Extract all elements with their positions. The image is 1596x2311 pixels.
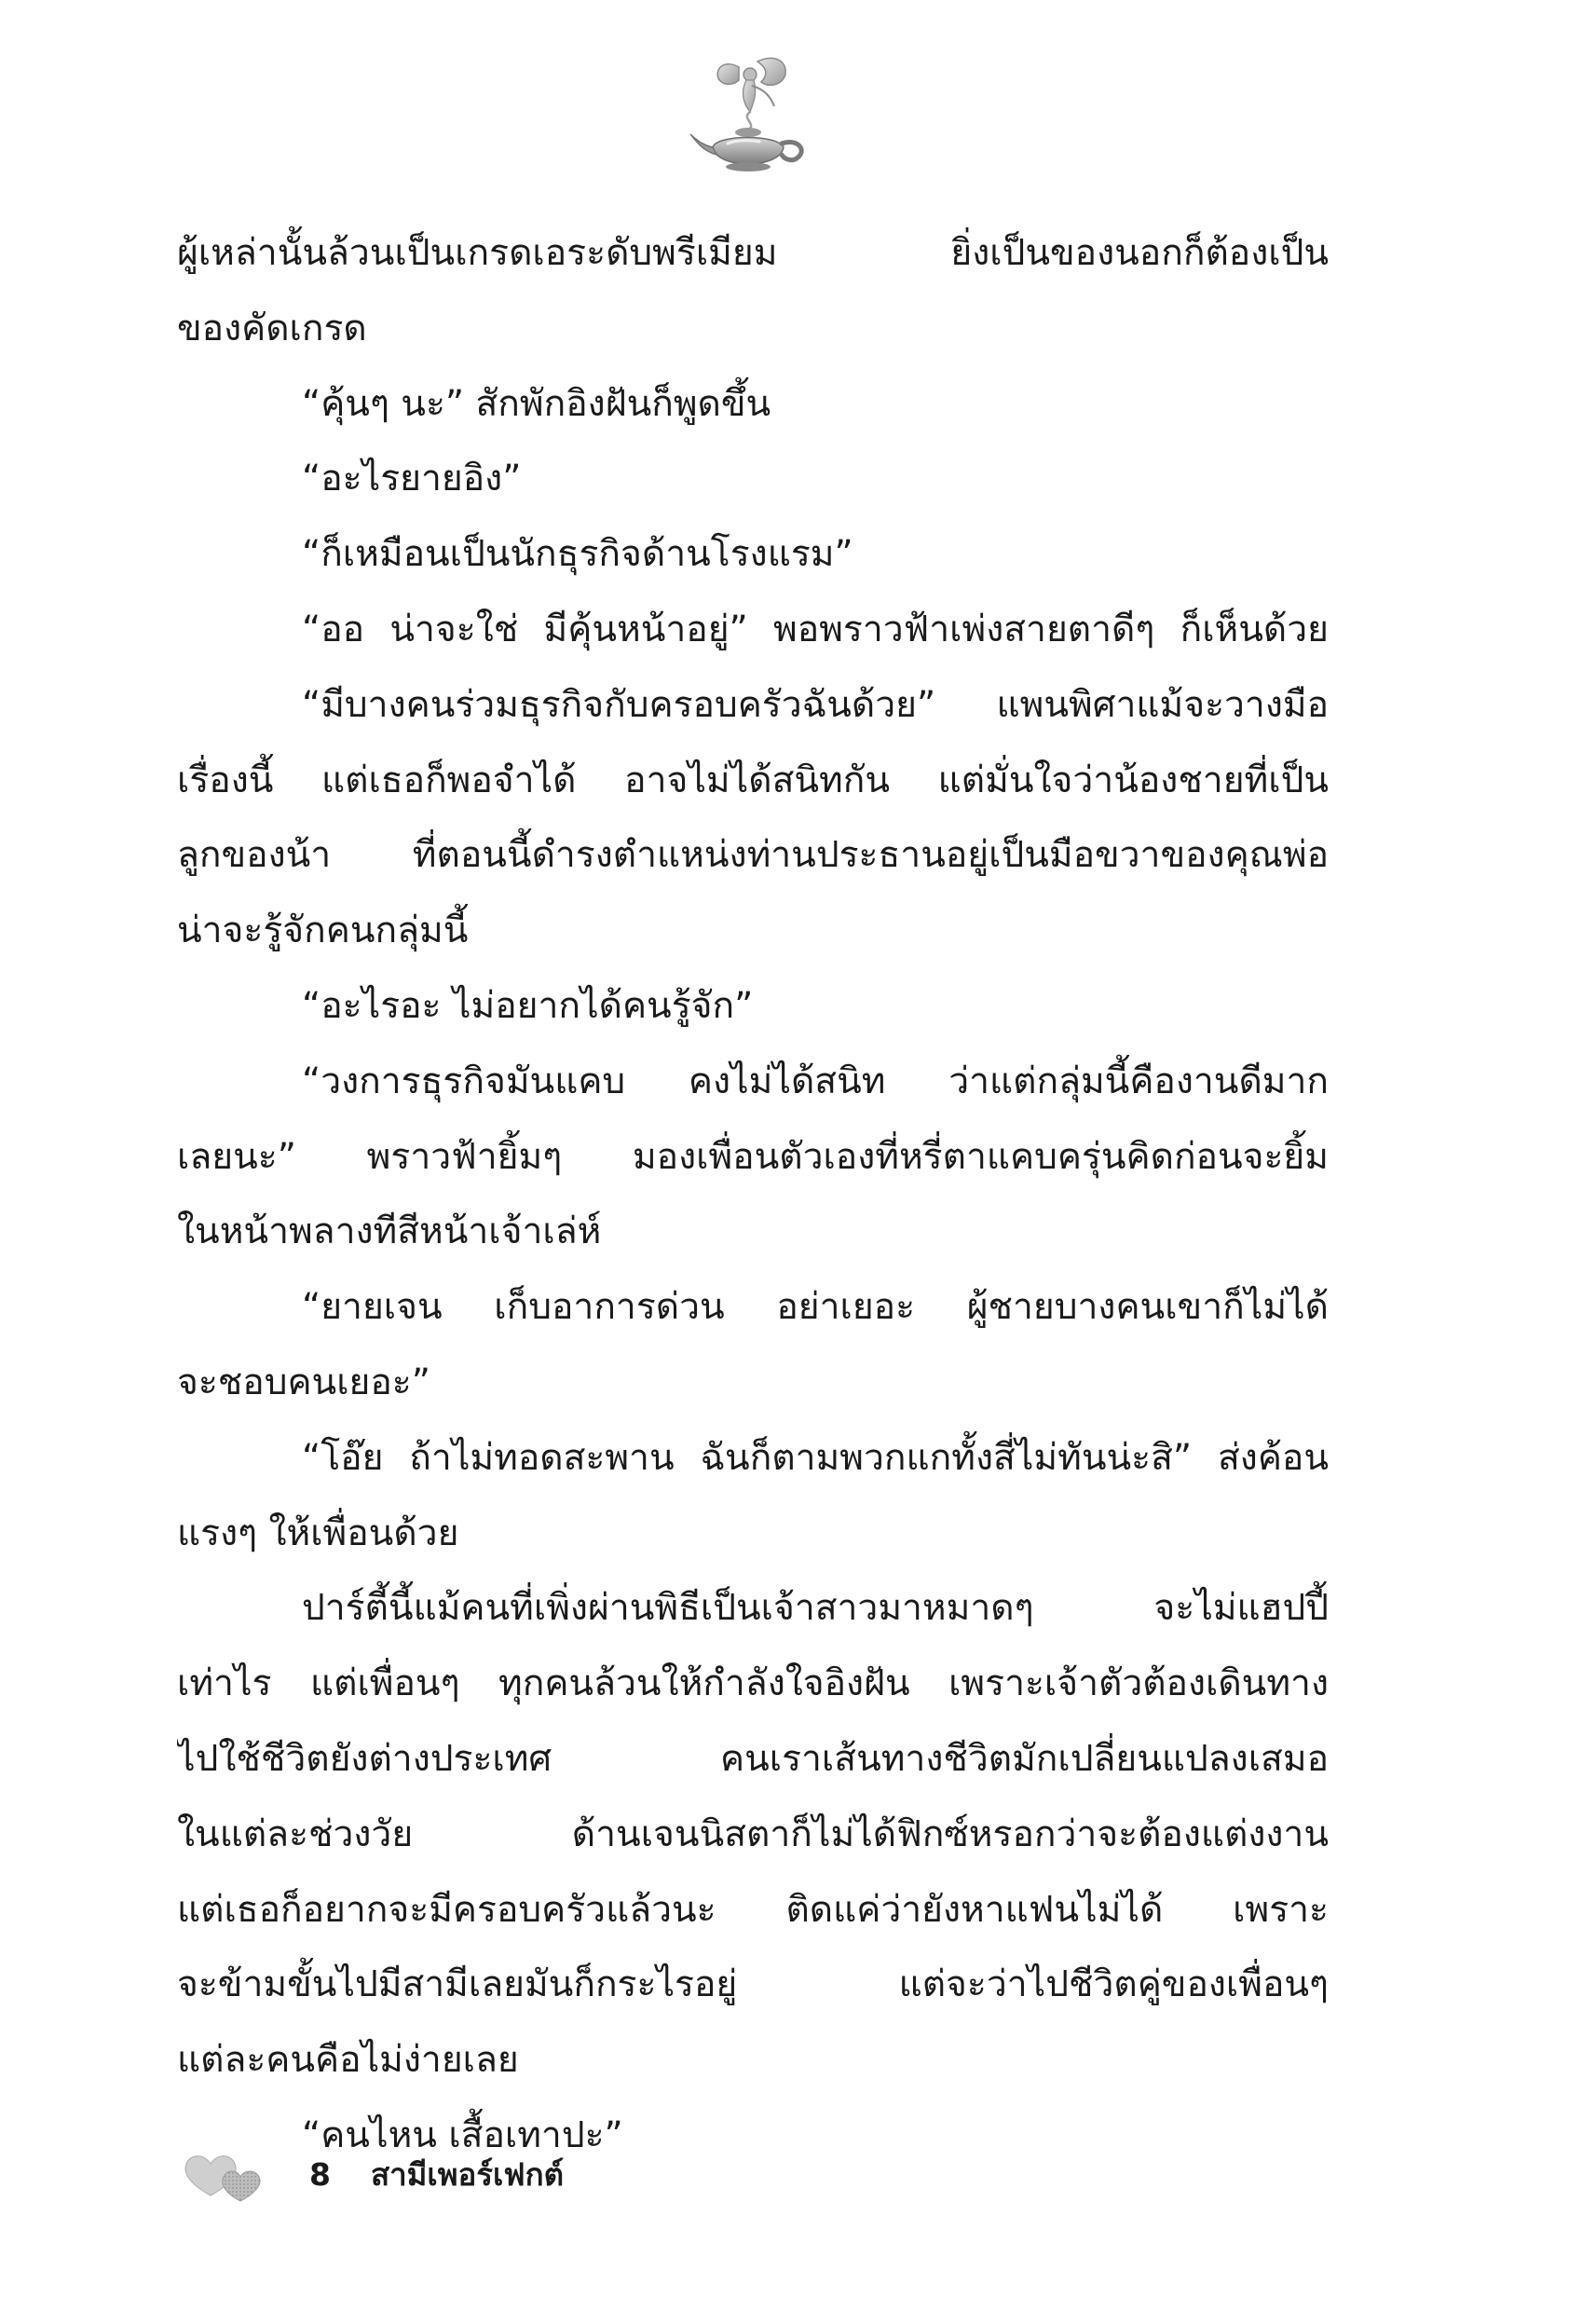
text-line: “คนไหน เสื้อเทาปะ” [302, 2113, 623, 2156]
text-line: น่าจะรู้จักคนกลุ่มนี้ [177, 909, 469, 952]
text-line: “คุ้นๆ นะ” สักพักอิงฝันก็พูดขึ้น [302, 382, 771, 425]
text-line: “ยายเจน เก็บอาการด่วน อย่าเยอะ ผู้ชายบางคนเขาก็ไม่ได้ [302, 1286, 1329, 1329]
text-line: จะชอบคนเยอะ” [177, 1361, 430, 1403]
text-line: ไปใช้ชีวิตยังต่างประเทศ คนเราเส้นทางชีวิตมักเปลี่ยนแปลงเสมอ [177, 1737, 1329, 1780]
text-line: “ก็เหมือนเป็นนักธุรกิจด้านโรงแรม” [302, 533, 853, 576]
text-line: แต่เธอก็อยากจะมีครอบครัวแล้วนะ ติดแค่ว่ายังหาแฟนไม่ได้ เพราะ [177, 1888, 1329, 1931]
text-line: แรงๆ ให้เพื่อนด้วย [177, 1511, 459, 1554]
text-line: ปาร์ตี้นี้แม้คนที่เพิ่งผ่านพิธีเป็นเจ้าสาวมาหมาดๆ จะไม่แฮปปี้ [302, 1587, 1329, 1630]
text-line: “โอ๊ย ถ้าไม่ทอดสะพาน ฉันก็ตามพวกแกทั้งสี่ไม่ทันน่ะสิ” ส่งค้อน [302, 1436, 1329, 1479]
text-line: แต่ละคนคือไม่ง่ายเลย [177, 2039, 519, 2082]
page-footer [183, 2149, 742, 2205]
text-line: “มีบางคนร่วมธุรกิจกับครอบครัวฉันด้วย” แพนพิศาแม้จะวางมือ [302, 683, 1329, 726]
text-line: ผู้เหล่านั้นล้วนเป็นเกรดเอระดับพรีเมียม ยิ่งเป็นของนอกก็ต้องเป็น [177, 232, 1329, 274]
text-line: จะข้ามขั้นไปมีสามีเลยมันก็กระไรอยู่ แต่จะว่าไปชีวิตคู่ของเพื่อนๆ [177, 1963, 1329, 2006]
two-hearts-icon [183, 2149, 265, 2205]
text-line: ในหน้าพลางทีสีหน้าเจ้าเล่ห์ [177, 1210, 602, 1253]
text-line: เลยนะ” พราวฟ้ายิ้มๆ มองเพื่อนตัวเองที่หรี่ตาแคบครุ่นคิดก่อนจะยิ้ม [177, 1135, 1329, 1178]
text-line: “วงการธุรกิจมันแคบ คงไม่ได้สนิท ว่าแต่กลุ่มนี้คืองานดีมาก [302, 1060, 1329, 1102]
text-line: “ออ น่าจะใช่ มีคุ้นหน้าอยู่” พอพราวฟ้าเพ่งสายตาดีๆ ก็เห็นด้วย [302, 608, 1329, 650]
text-line: “อะไรยายอิง” [302, 458, 522, 500]
text-line: เท่าไร แต่เพื่อนๆ ทุกคนล้วนให้กำลังใจอิงฝัน เพราะเจ้าตัวต้องเดินทาง [177, 1662, 1329, 1705]
text-line: ของคัดเกรด [177, 307, 367, 349]
text-line: “อะไรอะ ไม่อยากได้คนรู้จัก” [302, 984, 754, 1027]
page-number: 8 [309, 2156, 331, 2193]
text-line: ลูกของน้า ที่ตอนนี้ดำรงตำแหน่งท่านประธานอยู่เป็นมือขวาของคุณพ่อ [177, 834, 1329, 877]
text-line: เรื่องนี้ แต่เธอก็พอจำได้ อาจไม่ได้สนิทกัน แต่มั่นใจว่าน้องชายที่เป็น [177, 759, 1329, 801]
text-line: ในแต่ละช่วงวัย ด้านเจนนิสตาก็ไม่ได้ฟิกซ์หรอกว่าจะต้องแต่งงาน [177, 1812, 1329, 1855]
book-title: สามีเพอร์เฟกต์ [371, 2156, 565, 2193]
story-text [177, 216, 1329, 2174]
magic-lamp-with-fairy-icon [685, 54, 825, 175]
